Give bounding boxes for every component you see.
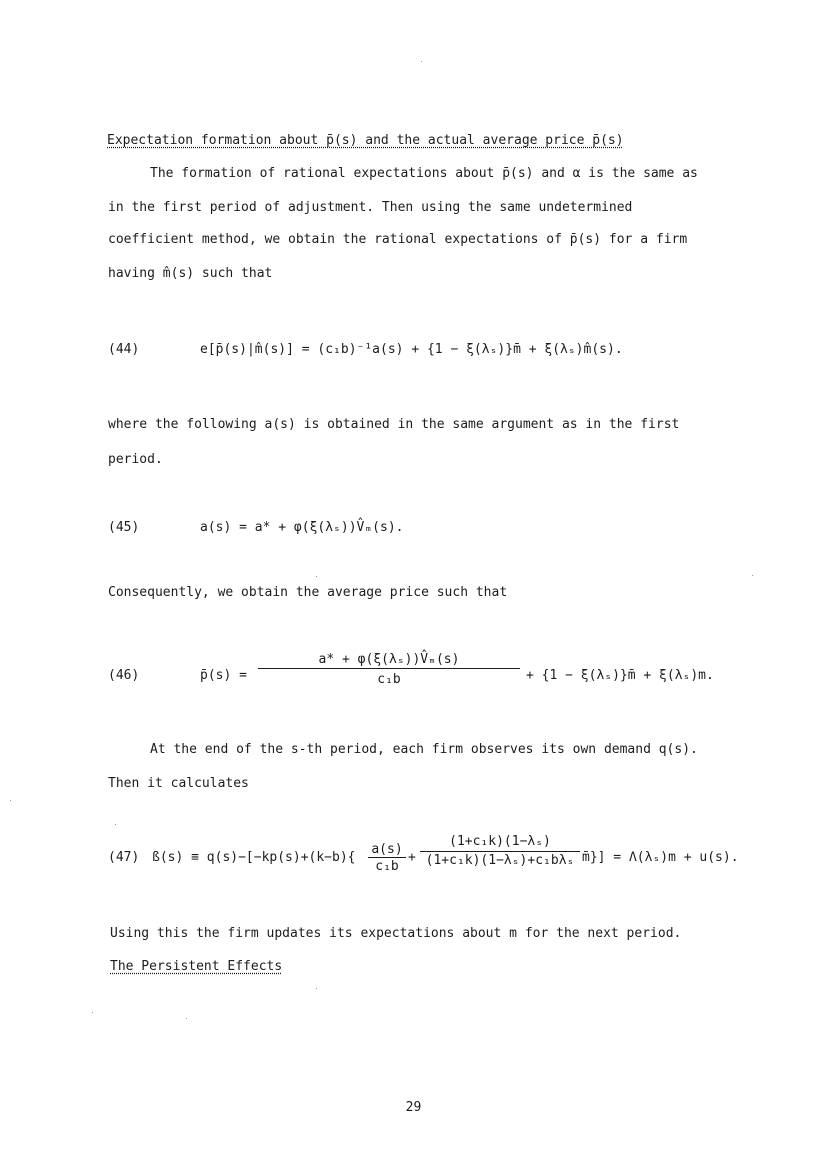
paragraph-line: coefficient method, we obtain the rational expectations of p̄(s) for a firm	[108, 232, 688, 247]
equation-body: e[p̄(s)|m̂(s)] = (c₁b)⁻¹a(s) + {1 − ξ(λₛ)}m̄ + ξ(λₛ)m̂(s).	[200, 342, 623, 357]
scan-speck	[316, 576, 317, 577]
section-heading-expectation-formation: Expectation formation about p̄(s) and the actual average price p̄(s)	[107, 133, 624, 148]
equation-plus: +	[408, 850, 416, 865]
fraction-denominator: (1+c₁k)(1−λₛ)+c₁bλₛ	[425, 853, 575, 868]
scan-speck	[10, 800, 11, 801]
scan-speck	[186, 1018, 187, 1019]
equation-body: a(s) = a* + φ(ξ(λₛ))V̂ₘ(s).	[200, 520, 404, 535]
fraction-bar	[258, 668, 520, 669]
scan-speck	[92, 1012, 93, 1013]
page-number: 29	[405, 1100, 422, 1115]
scan-speck	[115, 824, 116, 825]
paragraph-line: Consequently, we obtain the average price such that	[108, 585, 508, 600]
paragraph-line: in the first period of adjustment. Then using the same undetermined	[108, 200, 633, 215]
fraction-numerator: a(s)	[371, 842, 403, 857]
equation-lead: ß(s) ≡ q(s)−[−kp(s)+(k−b){	[152, 850, 356, 865]
fraction-numerator: a* + φ(ξ(λₛ))V̂ₘ(s)	[318, 652, 460, 667]
paragraph-line: The formation of rational expectations about p̄(s) and α is the same as	[150, 166, 698, 181]
fraction-numerator: (1+c₁k)(1−λₛ)	[449, 834, 551, 849]
equation-number: (44)	[108, 342, 140, 357]
fraction-bar	[420, 851, 580, 852]
scan-speck	[316, 988, 317, 989]
fraction-denominator: c₁b	[375, 859, 399, 874]
paragraph-line: period.	[108, 452, 163, 467]
paragraph-line: where the following a(s) is obtained in the same argument as in the first	[108, 417, 680, 432]
scan-speck	[421, 61, 422, 62]
equation-number: (46)	[108, 668, 140, 683]
paragraph-line: having m̂(s) such that	[108, 266, 273, 281]
equation-number: (47)	[108, 850, 140, 865]
paragraph-line: Using this the firm updates its expectations about m for the next period.	[110, 926, 682, 941]
fraction-denominator: c₁b	[377, 672, 401, 687]
scan-speck	[752, 575, 753, 576]
equation-lhs: p̄(s) =	[200, 668, 247, 683]
paragraph-line: Then it calculates	[108, 776, 249, 791]
equation-rest: + {1 − ξ(λₛ)}m̄ + ξ(λₛ)m.	[526, 668, 714, 683]
section-heading-persistent-effects: The Persistent Effects	[110, 959, 283, 974]
equation-tail: m̄}] = Λ(λₛ)m + u(s).	[582, 850, 739, 865]
fraction-bar	[368, 857, 406, 858]
paragraph-line: At the end of the s-th period, each firm observes its own demand q(s).	[150, 742, 698, 757]
equation-number: (45)	[108, 520, 140, 535]
